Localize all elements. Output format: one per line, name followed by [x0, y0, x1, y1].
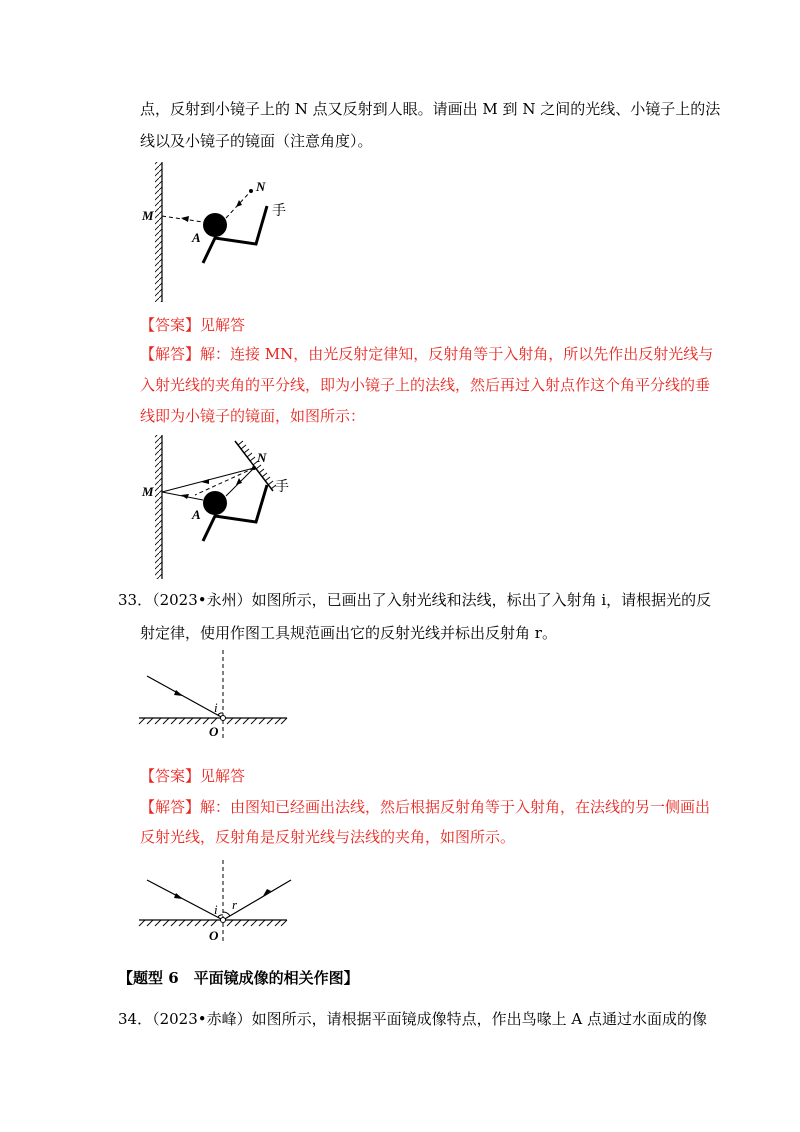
q34-text-line-1: 34．（2023•赤峰）如图所示，请根据平面镜成像特点，作出鸟喙上 A 点通过水面成的像: [118, 1010, 707, 1028]
wall-mirror-hatch: [155, 435, 162, 579]
point-o: [221, 918, 226, 923]
label-m: M: [142, 484, 154, 499]
label-hand: 手: [272, 204, 286, 219]
q32-question-figure: [135, 160, 305, 305]
q32-text-line-1: 点，反射到小镜子上的 N 点又反射到人眼。请画出 M 到 N 之间的光线、小镜子上的法: [140, 100, 721, 118]
point-n: [249, 189, 253, 193]
arrow-head: [174, 893, 183, 899]
section-heading: 【题型 6 平面镜成像的相关作图】: [118, 969, 359, 987]
q33-analysis-line-1: 【解答】解：由图知已经画出法线，然后根据反射角等于入射角，在法线的另一侧画出: [140, 798, 711, 816]
label-n: N: [256, 179, 266, 194]
label-i: i: [214, 902, 218, 917]
head-ball: [203, 491, 227, 515]
arrow-head: [181, 216, 189, 222]
label-m: M: [142, 208, 154, 223]
label-r: r: [232, 897, 238, 912]
incident-ray: [147, 676, 223, 718]
label-i: i: [214, 700, 218, 715]
angle-arc-r: [223, 912, 230, 916]
point-n: [252, 466, 256, 470]
angle-arc-i: [218, 713, 223, 715]
surface-hatch: [139, 920, 287, 926]
angle-arc-i: [218, 915, 223, 917]
head-ball: [203, 213, 227, 237]
q32-analysis-line-1: 【解答】解：连接 MN，由光反射定律知，反射角等于入射角，所以先作出反射光线与: [140, 345, 714, 363]
label-a: A: [192, 507, 201, 522]
ray-m-to-eye: [162, 216, 203, 222]
wall-mirror-hatch: [155, 162, 162, 302]
point-o: [221, 716, 226, 721]
arrow-head: [181, 494, 189, 499]
q32-answer-figure: [135, 433, 305, 583]
q32-text-line-2: 线以及小镜子的镜面（注意角度）。: [140, 132, 373, 150]
q32-analysis-line-3: 线即为小镜子的镜面，如图所示：: [140, 407, 366, 425]
q32-answer: 【答案】见解答: [140, 316, 246, 334]
label-o: O: [209, 724, 219, 739]
label-a: A: [192, 230, 201, 245]
arrow-head: [174, 690, 183, 696]
q33-answer: 【答案】见解答: [140, 767, 246, 785]
q33-question-figure: [135, 648, 300, 743]
q33-analysis-line-2: 反射光线，反射角是反射光线与法线的夹角，如图所示。: [140, 828, 516, 846]
q33-text-line-1: 33．（2023•永州）如图所示，已画出了入射光线和法线，标出了入射角 i，请根据光的反: [118, 591, 712, 609]
label-hand: 手: [275, 480, 289, 495]
incident-ray: [147, 880, 223, 920]
q33-answer-figure: [135, 860, 300, 945]
label-o: O: [209, 928, 219, 943]
q32-analysis-line-2: 入射光线的夹角的平分线，即为小镜子上的法线，然后再过入射点作这个角平分线的垂: [140, 376, 711, 394]
q33-text-line-2: 射定律，使用作图工具规范画出它的反射光线并标出反射角 r。: [140, 624, 557, 642]
label-n: N: [257, 450, 267, 465]
small-mirror-hatch: [238, 441, 276, 489]
